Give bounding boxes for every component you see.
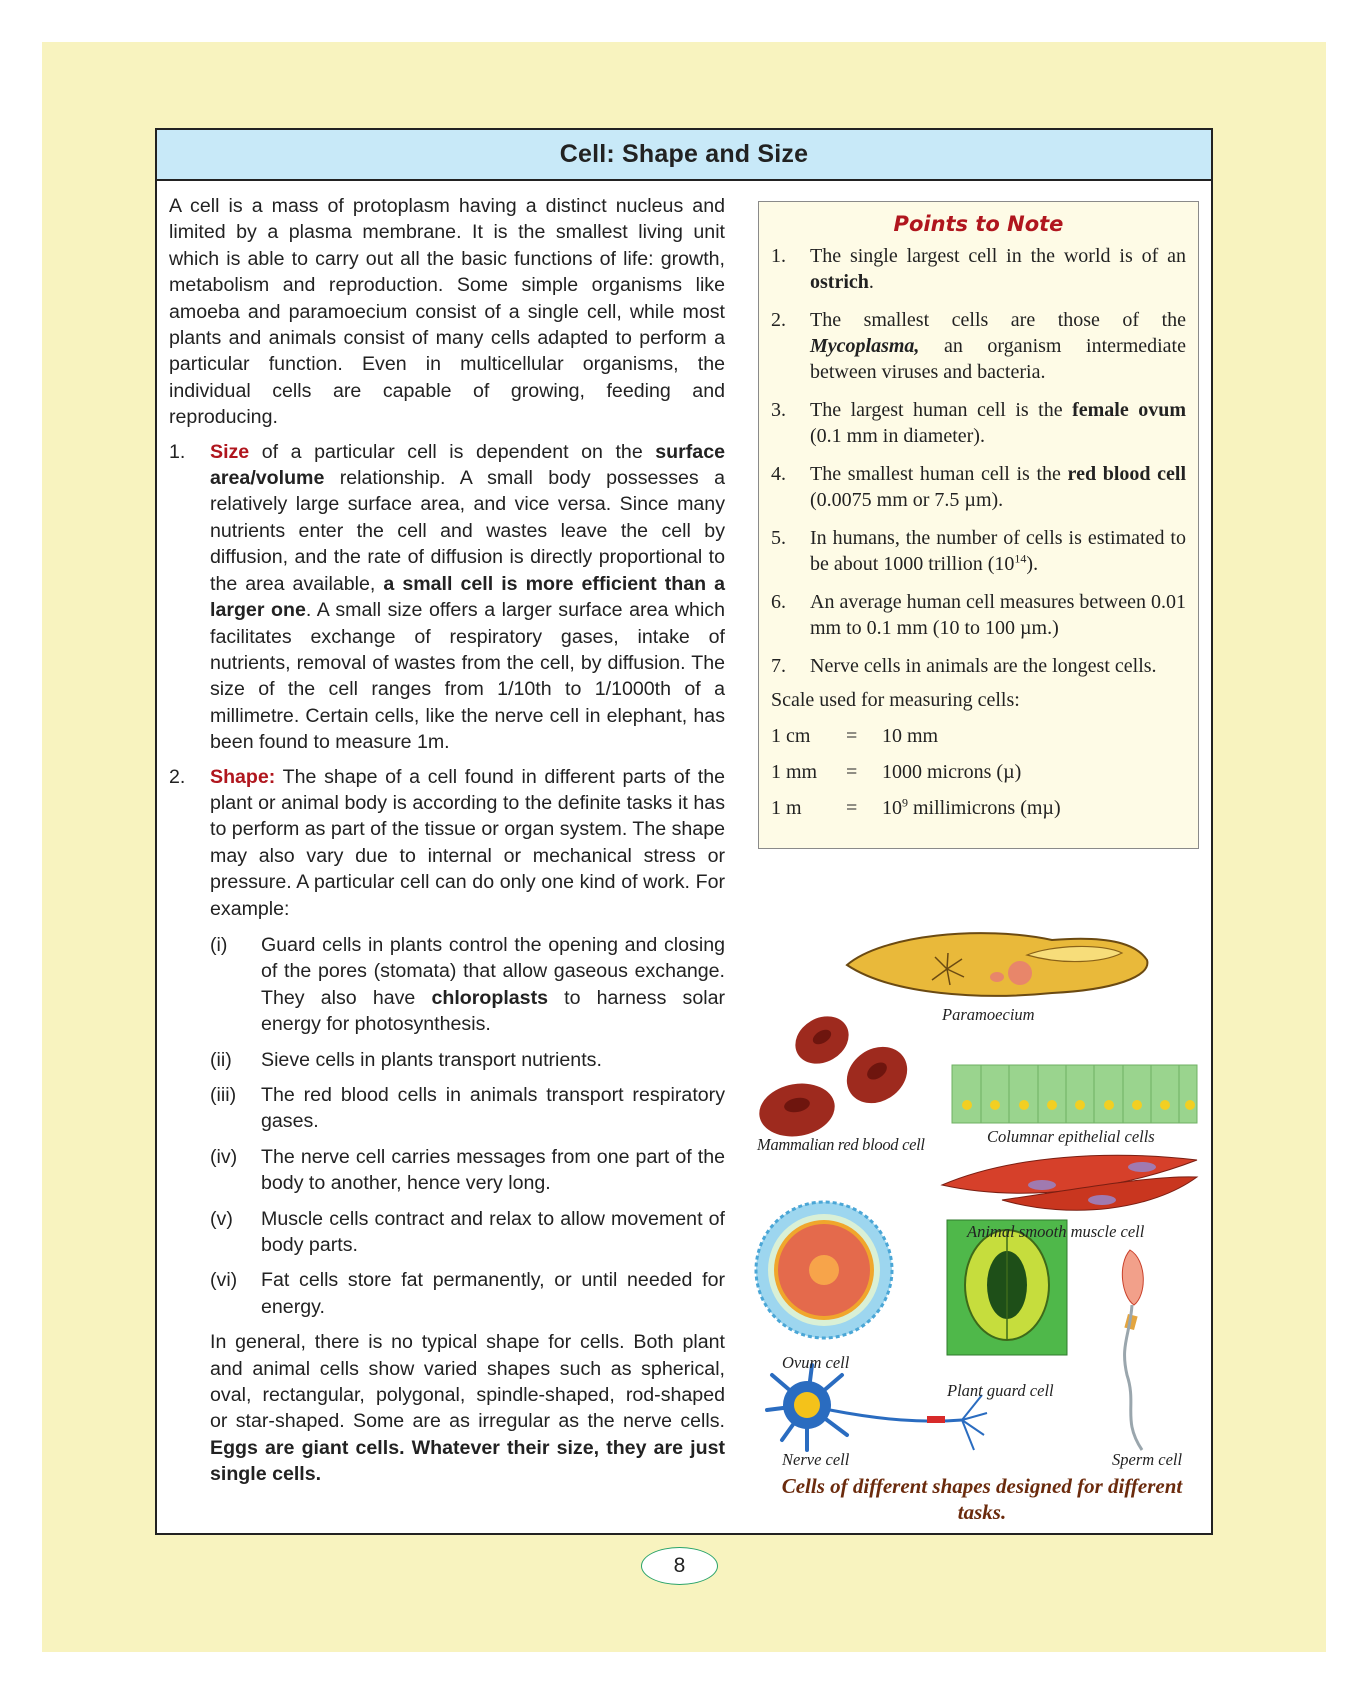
example-item: (vi) Fat cells store fat permanently, or until needed for energy. — [210, 1269, 725, 1318]
label-red-blood-cell: Mammalian red blood cell — [757, 1135, 925, 1154]
label-paramoecium: Paramoecium — [942, 1005, 1035, 1024]
label-smooth-muscle: Animal smooth muscle cell — [967, 1222, 1145, 1241]
note-item: 6. An average human cell measures between 0.01 mm to 0.1 mm (10 to 100 µm.) — [771, 591, 1186, 639]
note-item: 1. The single largest cell in the world is of an ostrich. — [771, 245, 1186, 293]
columnar-epithelial-illustration — [952, 1065, 1197, 1123]
paramoecium-illustration — [847, 933, 1147, 996]
sperm-cell-illustration — [1122, 1250, 1143, 1450]
label-ovum: Ovum cell — [782, 1353, 850, 1372]
scale-row: 1 cm = 10 mm — [771, 725, 939, 747]
item-number: 2. — [169, 765, 186, 788]
main-text-column — [169, 193, 725, 1496]
example-item: (iv) The nerve cell carries messages from one part of the body to another, hence very long. — [210, 1145, 725, 1195]
item-number: 1. — [169, 440, 186, 463]
scale-row: 1 mm = 1000 microns (µ) — [771, 761, 1022, 783]
points-to-note-box — [758, 201, 1199, 849]
page-number: 8 — [641, 1547, 718, 1585]
shape-term: Shape: — [210, 765, 276, 788]
note-item: 4. The smallest human cell is the red blood cell (0.0075 mm or 7.5 µm). — [771, 463, 1187, 511]
ovum-illustration — [756, 1202, 892, 1338]
red-blood-cell-illustration — [755, 1007, 918, 1142]
nerve-cell-illustration — [767, 1365, 987, 1450]
note-item: 7. Nerve cells in animals are the longest cells. — [771, 655, 1157, 677]
content-frame — [155, 128, 1213, 1535]
note-item: 2. The smallest cells are those of the Mycoplasma, an organism intermediate between viruses and bacteria. — [771, 309, 1186, 383]
size-item: 1. Size of a particular cell is dependent on the surface area/volume relationship. A small body possesses a relatively large surface area, and vice versa. Since many nutrients enter the cell and wastes leave the cell by diffusion, and the rate of diffusion is directly proportional to the area available, a small cell is more efficient than a larger one. A small size offers a larger surface area which facilitates exchange of respiratory gases, intake of nutrients, removal of wastes from the cell, by diffusion. The size of the cell ranges from 1/10th to 1/1000th of a millimetre. Certain cells, like the nerve cell in elephant, has been found to measure 1m. — [169, 439, 725, 756]
page-title: Cell: Shape and Size — [157, 130, 1211, 181]
size-term: Size — [210, 440, 250, 463]
note-item: 5. In humans, the number of cells is estimated to be about 1000 trillion $(10^{14})$. — [771, 527, 1186, 575]
notes-title: Points to Note — [893, 212, 1064, 236]
scale-label: Scale used for measuring cells: — [771, 689, 1020, 711]
example-item: (v) Muscle cells contract and relax to allow movement of body parts. — [210, 1207, 725, 1257]
note-item: 3. The largest human cell is the female ovum (0.1 mm in diameter). — [771, 399, 1186, 447]
label-guard-cell: Plant guard cell — [947, 1381, 1054, 1400]
smooth-muscle-illustration — [942, 1155, 1197, 1210]
example-item: (ii) Sieve cells in plants transport nutrients. — [210, 1048, 602, 1071]
examples-list — [210, 932, 725, 1320]
cell-shapes-figure — [752, 865, 1207, 1525]
closing-paragraph: In general, there is no typical shape for cells. Both plant and animal cells show varied shapes such as spherical, oval, rectangular, polygonal, spindle-shaped, rod-shaped or star-shaped. Some are as irregular as the nerve cells. Eggs are giant cells. Whatever their size, they are just single cells. — [210, 1331, 725, 1486]
shape-item: 2. Shape: The shape of a cell found in different parts of the plant or animal body is according to the definite tasks it has to perform as part of the tissue or organ system. The shape may also vary due to internal or mechanical stress or pressure. A particular cell can do only one kind of work. For example: (i) Guard cells in plants control the opening and closing of the pores (stomata) that allow gaseous exchange. They also have chloroplasts to harness solar energy for photosynthesis. (ii) Sieve cells in plants transport nutrients. (iii) The red blood cells in animals transport respiratory gases. (iv) The nerve cell carries messages from one part of the body to another, hence very long. (v) Muscle cells contract and relax to allow movement of body parts. (vi) Fat cells store fat permanently, or until needed for energy. In general, there is no typical shape for cells. Both plant and animal cells show varied shapes such as spherical, oval, rectangular, polygonal, spindle-shaped, rod-shaped or star-shaped. Some are as irregular as the nerve cells. Eggs are giant cells. Whatever their size, they are just single cells. — [169, 764, 725, 1488]
example-item: (i) Guard cells in plants control the opening and closing of the pores (stomata) that allow gaseous exchange. They also have chloroplasts to harness solar energy for photosynthesis. — [210, 933, 725, 1036]
scale-row: 1 m = $10^9$ millimicrons (mµ) — [771, 795, 1061, 819]
example-item: (iii) The red blood cells in animals transport respiratory gases. — [210, 1084, 725, 1133]
label-columnar-epithelial: Columnar epithelial cells — [987, 1127, 1155, 1146]
label-nerve-cell: Nerve cell — [782, 1450, 850, 1469]
figure-caption: Cells of different shapes designed for different tasks. — [781, 1474, 1183, 1524]
intro-paragraph: A cell is a mass of protoplasm having a distinct nucleus and limited by a plasma membrane. It is the smallest living unit which is able to carry out all the basic functions of life: growth, metabolism and reproduction. Some simple organisms like amoeba and paramoecium consist of a single cell, while most plants and animals consist of many cells adapted to perform a particular function. Even in multicellular organisms, the individual cells are capable of growing, feeding and reproducing. — [169, 195, 725, 429]
label-sperm-cell: Sperm cell — [1112, 1450, 1183, 1469]
cell-illustrations — [752, 865, 1207, 1465]
